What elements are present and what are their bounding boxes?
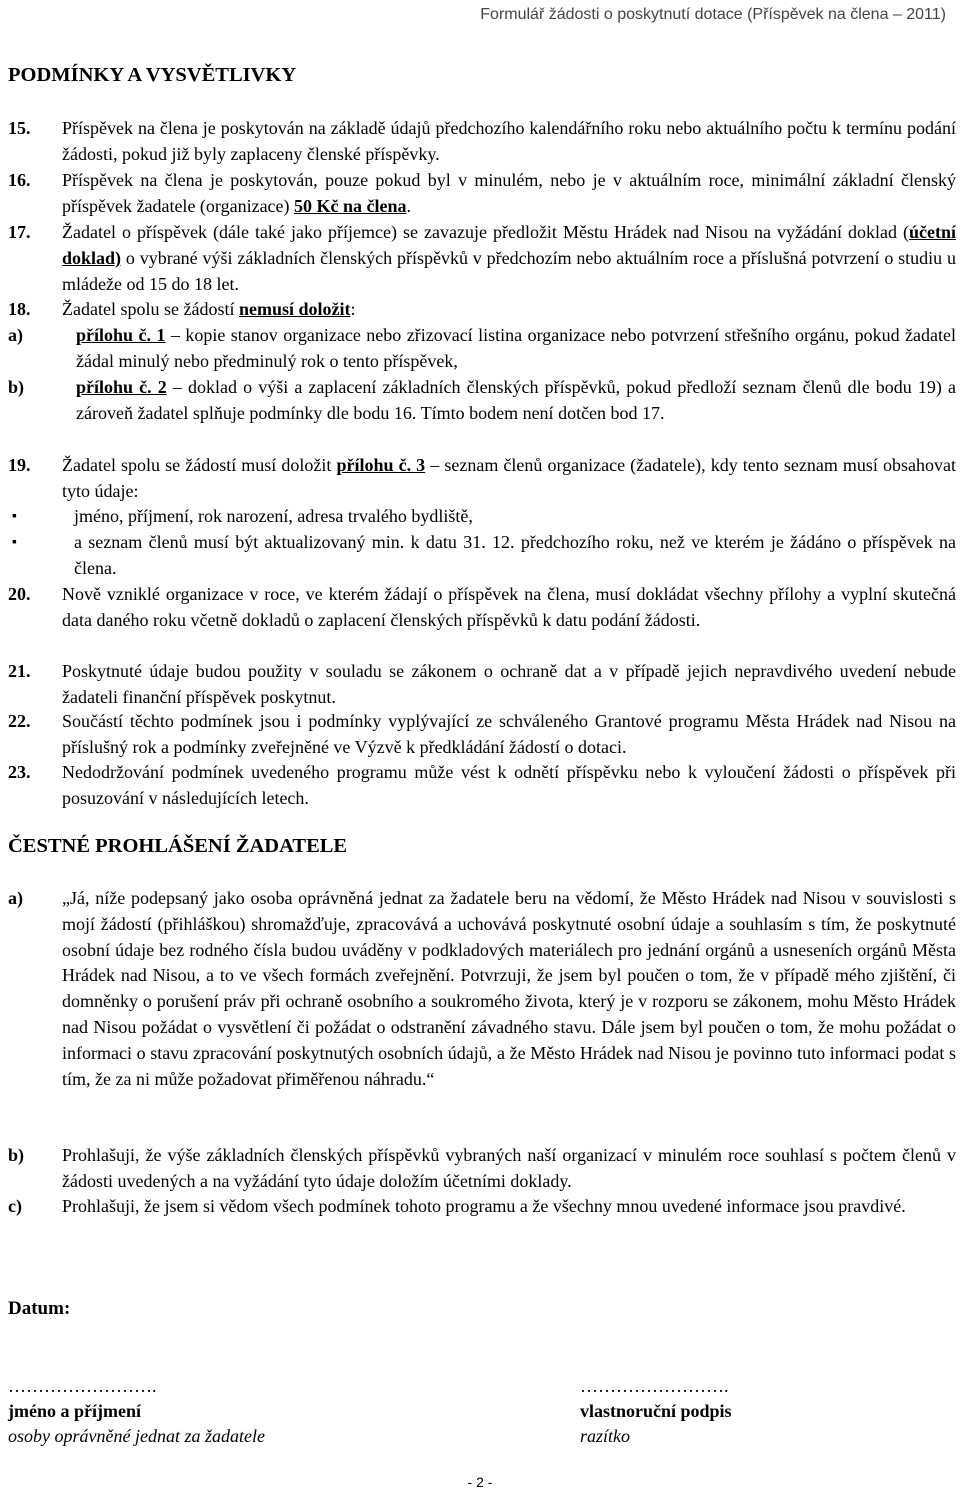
paragraph-text: Žadatel spolu se žádostí nemusí doložit: xyxy=(62,299,356,319)
item-letter: a) xyxy=(8,888,23,908)
paragraph-number: 23. xyxy=(8,762,31,782)
paragraph-number: 17. xyxy=(8,222,31,242)
page-number: - 2 - xyxy=(467,1474,493,1490)
paragraph-text: Příspěvek na člena je poskytován na základě údajů předchozího kalendářního roku nebo aktuálního počtu k termínu podání žádosti, pokud již byly zaplaceny členské příspěvky. xyxy=(62,118,956,164)
paragraph-18 xyxy=(8,297,956,323)
name-label: jméno a příjmení xyxy=(8,1401,141,1421)
paragraph-text: Příspěvek na člena je poskytován, pouze pokud byl v minulém, nebo je v aktuálním roce, minimální základní členský příspěvek žadatele (organizace) 50 Kč na člena. xyxy=(62,170,956,216)
item-letter: c) xyxy=(8,1196,22,1216)
stamp-label: razítko xyxy=(580,1426,631,1446)
paragraph-21 xyxy=(8,659,956,711)
signature-line-right: ……………………. xyxy=(580,1376,729,1396)
declaration-a xyxy=(8,886,956,1092)
paragraph-number: 16. xyxy=(8,170,31,190)
attachment-1: přílohu č. 1 xyxy=(76,325,166,345)
paragraph-number: 19. xyxy=(8,455,31,475)
paragraph-19 xyxy=(8,453,956,505)
paragraph-number: 18. xyxy=(8,299,31,319)
declaration-text: „Já, níže podepsaný jako osoba oprávněná jednat za žadatele beru na vědomí, že Město Hrádek nad Nisou v souvislosti s mojí žádostí (přihláškou) shromažďuje, zpracovává a uchovává poskytnuté osobní údaje a souhlasím s tím, že poskytnuté osobní údaje bez rodného čísla budou uváděny v podkladových materiálech pro jednání orgánů a usneseních orgánů Města Hrádek nad Nisou, a to ve všech formách zveřejnění. Potvrzuji, že jsem byl poučen o tom, že v případě mého zjištění, či domněnky o porušení práv při ochraně osobního a soukromého života, který je v rozporu se zákonem, mohu Město Hrádek nad Nisou požádat o vysvětlení či požádat o odstranění závadného stavu. Dále jsem byl poučen o tom, že mohu požádat o informaci o stavu zpracování poskytnutých osobních údajů, a že Město Hrádek nad Nisou je povinno tuto informaci podat s tím, že za ni může požadovat přiměřenou náhradu.“ xyxy=(62,888,956,1089)
attachment-3: přílohu č. 3 xyxy=(336,455,426,475)
section-title-declaration: ČESTNÉ PROHLÁŠENÍ ŽADATELE xyxy=(8,835,348,857)
paragraph-23 xyxy=(8,760,956,812)
paragraph-17 xyxy=(8,220,956,297)
paragraph-text: Součástí těchto podmínek jsou i podmínky vyplývající ze schváleného Grantové programu Města Hrádek nad Nisou na příslušný rok a podmínky zveřejněné ve Výzvě k předkládání žádostí o dotaci. xyxy=(62,711,956,757)
signature-line-left: ……………………. xyxy=(8,1376,157,1396)
paragraph-number: 15. xyxy=(8,118,31,138)
declaration-c xyxy=(8,1194,956,1220)
date-label: Datum: xyxy=(8,1298,71,1319)
paragraph-text: Poskytnuté údaje budou použity v souladu se zákonem o ochraně dat a v případě jejich nepravdivého uvedení nebude žadateli finanční příspěvek poskytnut. xyxy=(62,661,956,707)
bullet-text: a seznam členů musí být aktualizovaný min. k datu 31. 12. předchozího roku, než ve kterém je žádáno o příspěvek na člena. xyxy=(74,532,956,578)
item-text: přílohu č. 1 – kopie stanov organizace nebo zřizovací listina organizace nebo potvrzení střešního orgánu, pokud žadatel žádal minulý nebo předminulý rok o tento příspěvek, xyxy=(76,325,956,371)
declaration-text: Prohlašuji, že jsem si vědom všech podmínek tohoto programu a že všechny mnou uvedené informace jsou pravdivé. xyxy=(62,1196,906,1216)
declaration-text: Prohlašuji, že výše základních členských příspěvků vybraných naší organizací v minulém roce souhlasí s počtem členů v žádosti uvedených a na vyžádání tyto údaje doložím účetními doklady. xyxy=(62,1145,956,1191)
paragraph-number: 21. xyxy=(8,661,31,681)
paragraph-text: Nedodržování podmínek uvedeného programu může vést k odnětí příspěvku nebo k vyloučení žádosti o příspěvek při posuzování v následujících letech. xyxy=(62,762,956,808)
paragraph-20 xyxy=(8,582,956,634)
bullet-icon: ▪ xyxy=(12,509,17,524)
minimum-fee: 50 Kč na člena xyxy=(294,195,407,216)
paragraph-number: 20. xyxy=(8,584,31,604)
paragraph-18b xyxy=(8,375,956,427)
not-required: nemusí doložit xyxy=(238,299,351,319)
item-letter: b) xyxy=(8,377,25,397)
bullet-icon: ▪ xyxy=(12,535,17,550)
paragraph-15 xyxy=(8,116,956,168)
accounting-document: účetní doklad) xyxy=(62,222,956,268)
name-sublabel: osoby oprávněné jednat za žadatele xyxy=(8,1426,265,1446)
paragraph-18a xyxy=(8,323,956,375)
signature-label: vlastnoruční podpis xyxy=(580,1401,732,1421)
item-text: přílohu č. 2 – doklad o výši a zaplacení základních členských příspěvků, pokud předloží seznam členů dle bodu 19) a zároveň žadatel splňuje podmínky dle bodu 16. Tímto bodem není dotčen bod 17. xyxy=(76,377,956,423)
paragraph-16 xyxy=(8,168,956,220)
paragraph-text: Žadatel spolu se žádostí musí doložit přílohu č. 3 – seznam členů organizace (žadatele), kdy tento seznam musí obsahovat tyto údaje: xyxy=(62,455,957,501)
declaration-b xyxy=(8,1143,956,1195)
paragraph-text: Žadatel o příspěvek (dále také jako příjemce) se zavazuje předložit Městu Hrádek nad Nisou na vyžádání doklad (účetní doklad) o vybrané výši základních členských příspěvků v předchozím nebo aktuálním roce a příslušná potvrzení o studiu u mládeže od 15 do 18 let. xyxy=(62,222,956,294)
bullet-item-2 xyxy=(8,530,956,582)
item-letter: a) xyxy=(8,325,23,345)
bullet-item-1 xyxy=(8,504,956,530)
paragraph-22 xyxy=(8,709,956,761)
item-letter: b) xyxy=(8,1145,25,1165)
paragraph-text: Nově vzniklé organizace v roce, ve kterém žádají o příspěvek na člena, musí dokládat všechny přílohy a vyplní skutečná data daného roku včetně dokladů o zaplacení členských příspěvků k datu podání žádosti. xyxy=(62,584,956,630)
running-header: Formulář žádosti o poskytnutí dotace (Příspěvek na člena – 2011) xyxy=(480,6,946,23)
bullet-text: jméno, příjmení, rok narození, adresa trvalého bydliště, xyxy=(74,506,473,526)
section-title-conditions: PODMÍNKY A VYSVĚTLIVKY xyxy=(8,64,297,86)
paragraph-number: 22. xyxy=(8,711,31,731)
attachment-2: přílohu č. 2 xyxy=(76,377,167,397)
